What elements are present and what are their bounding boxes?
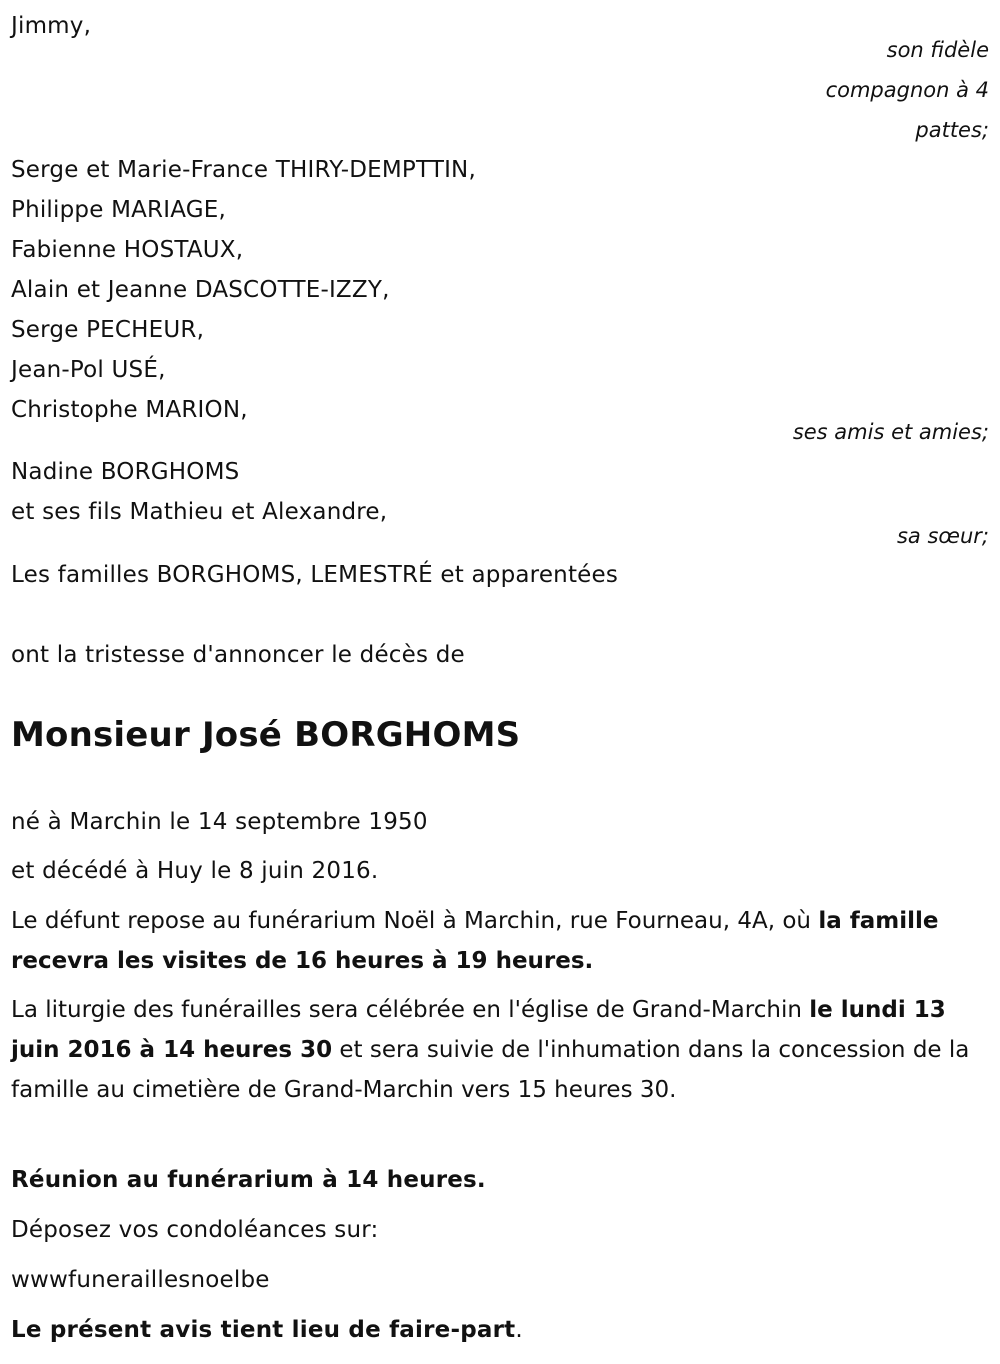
relation-pet <box>826 30 989 150</box>
visitation-hours: la famille recevra les visites de 16 heures à 19 heures. <box>11 908 939 974</box>
deceased-name: Monsieur José BORGHOMS <box>11 715 521 755</box>
friend-name: Christophe MARION, <box>11 397 248 423</box>
relation-pet-line: son fidèle <box>886 38 989 62</box>
sister-sons: et ses fils Mathieu et Alexandre, <box>11 499 388 525</box>
liturgy-text: La liturgie des funérailles sera célébrée en l'église de Grand-Marchin <box>11 997 810 1023</box>
liturgy-paragraph <box>11 990 980 1110</box>
families: Les familles BORGHOMS, LEMESTRÉ et apparentées <box>11 562 619 588</box>
death-info: et décédé à Huy le 8 juin 2016. <box>11 858 379 884</box>
relation-pet-line: compagnon à 4 <box>825 78 989 102</box>
closing-text: Le présent avis tient lieu de faire-part <box>11 1317 516 1343</box>
liturgy-burial: et sera suivie de l'inhumation dans la concession de la famille au cimetière de Grand-Marchin vers 15 heures 30. <box>11 1037 970 1103</box>
closing <box>11 1310 523 1350</box>
relation-friends: ses amis et amies; <box>792 420 989 444</box>
closing-dot: . <box>515 1317 523 1343</box>
condolences-url[interactable]: wwwfuneraillesnoelbe <box>11 1267 270 1293</box>
friend-name: Jean-Pol USÉ, <box>11 357 166 383</box>
announcement: ont la tristesse d'annoncer le décès de <box>11 642 465 668</box>
visitation-paragraph <box>11 901 980 981</box>
visitation-text: Le défunt repose au funérarium Noël à Marchin, rue Fourneau, 4A, où <box>11 908 819 934</box>
friends-list <box>11 150 476 430</box>
friend-name: Serge PECHEUR, <box>11 317 205 343</box>
sister <box>11 452 387 532</box>
relation-sister: sa sœur; <box>896 524 989 548</box>
birth-info: né à Marchin le 14 septembre 1950 <box>11 809 428 835</box>
friend-name: Serge et Marie-France THIRY-DEMPTTIN, <box>11 157 476 183</box>
sister-name: Nadine BORGHOMS <box>11 459 240 485</box>
liturgy-date: le lundi 13 juin 2016 à 14 heures 30 <box>11 997 946 1063</box>
friend-name: Philippe MARIAGE, <box>11 197 227 223</box>
relation-pet-line: pattes; <box>915 118 989 142</box>
meeting: Réunion au funérarium à 14 heures. <box>11 1167 486 1193</box>
opening: Jimmy, <box>11 13 92 39</box>
condolences-label: Déposez vos condoléances sur: <box>11 1217 379 1243</box>
friend-name: Fabienne HOSTAUX, <box>11 237 244 263</box>
friend-name: Alain et Jeanne DASCOTTE-IZZY, <box>11 277 390 303</box>
